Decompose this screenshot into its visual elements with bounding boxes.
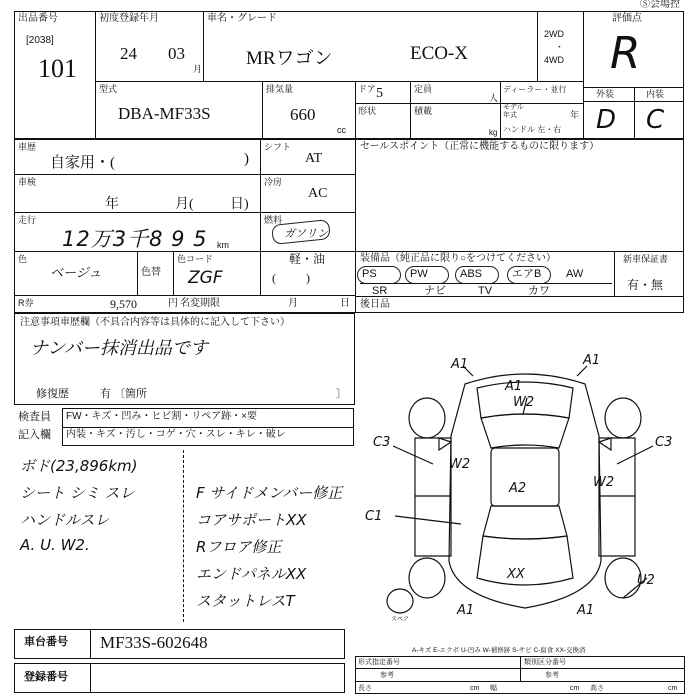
remark-left-line: A. U. W2. (20, 536, 90, 554)
repair-close: 〕 (336, 388, 347, 400)
insp-month: 月( (175, 197, 194, 212)
type-label: 型式 (99, 84, 118, 94)
repair-value: 有 〔箇所 (100, 388, 148, 400)
fuel-diesel: 軽・油 (289, 252, 326, 266)
ext-label: 外装 (596, 89, 615, 99)
lot-sub: [2038] (26, 35, 54, 46)
history-value: 自家用・( (50, 155, 115, 171)
equipment-item: TV (478, 285, 493, 297)
shift-value: AT (305, 151, 323, 166)
ac-value: AC (308, 186, 328, 201)
reg-month: 03 (168, 44, 185, 63)
form-r3-cm2: cm (570, 685, 580, 692)
equipment-item: ABS (460, 268, 483, 280)
damage-mark: XX (507, 567, 525, 582)
expiry-label: 名変期限 (180, 298, 220, 309)
warranty-value: 有・無 (627, 278, 664, 292)
lot-number: 101 (38, 54, 77, 83)
shape-label: 形状 (358, 106, 377, 116)
form-r1: 形式指定番号 (358, 659, 400, 666)
remark-right-line: F サイドメンバー修正 (196, 484, 343, 502)
color-value: ベージュ (50, 266, 102, 281)
equipment-item: エアB (512, 268, 542, 280)
load-unit: kg (489, 128, 498, 137)
equipment-circle (357, 266, 401, 284)
equipment-circle (507, 266, 551, 284)
damage-mark: A1 (457, 603, 475, 618)
remark-left-line: ボド(23,896km) (20, 457, 138, 475)
shift-label: シフト (264, 142, 292, 152)
history-close: ) (244, 151, 249, 167)
damage-mark: A1 (577, 603, 595, 618)
form-r3-cm1: cm (470, 685, 480, 692)
form-r3c: 高さ (590, 685, 604, 692)
chassis-value: MF33S-602648 (100, 633, 208, 652)
damage-mark: A1 (451, 357, 469, 372)
int-label: 内装 (646, 89, 665, 99)
recycle-label: R券 (18, 298, 34, 308)
load-label: 積載 (414, 106, 433, 116)
damage-mark: A1 (583, 353, 601, 368)
model-label: 車名・グレード (207, 13, 277, 24)
int-value: C (646, 105, 665, 135)
damage-mark: A2 (509, 481, 527, 496)
expiry-day: 日 (340, 298, 350, 309)
reg-year: 24 (120, 44, 137, 63)
form-r3b: 幅 (490, 685, 497, 692)
remark-right-line: コアサポートXX (196, 511, 307, 529)
disp-value: 660 (290, 105, 316, 124)
car-diagram (355, 346, 695, 626)
remark-left-line: ハンドルスレ (20, 511, 110, 529)
drive-2wd: 2WD (544, 29, 564, 39)
history-label: 車歴 (18, 142, 37, 152)
damage-mark: U2 (637, 573, 655, 588)
remark-left-line: シート シミ スレ (20, 484, 135, 502)
recycle-unit: 円 (168, 298, 178, 309)
equipment-item: PS (362, 268, 377, 280)
warranty-label: 新車保証書 (623, 254, 669, 264)
color-label: 色 (18, 254, 28, 264)
color-no-label: 色替 (141, 267, 161, 278)
capacity-label: 定員 (414, 84, 433, 94)
notes-label: 注意事項車歴欄（不具合内容等は具体的に記入して下さい） (20, 317, 290, 328)
mileage-label: 走行 (18, 215, 37, 225)
damage-mark: W2 (593, 475, 615, 490)
disp-label: 排気量 (266, 84, 294, 94)
reg-label: 登録番号 (24, 671, 68, 683)
color-code-value: ZGF (188, 268, 223, 288)
sales-point-label: セールスポイント（正常に機能するものに限ります） (360, 141, 600, 152)
mileage-unit: km (217, 240, 229, 250)
equipment-label: 装備品（純正品に限り○をつけてください） (360, 253, 557, 264)
color-code-label: 色コード (177, 254, 214, 264)
equipment-circle (405, 266, 449, 284)
damage-mark: W2 (513, 395, 535, 410)
damage-mark: C3 (655, 435, 673, 450)
equipment-item: カワ (528, 285, 550, 297)
insp-year: 年 (105, 197, 119, 212)
form-r1b: 類別区分番号 (524, 659, 566, 666)
dealer-label: ディーラー・並行 (503, 85, 567, 94)
top-right-label: Ⓢ会場控 (640, 0, 680, 10)
notes-text: ナンバー抹消出品です (30, 338, 208, 359)
remark-right-line: スタットレスT (196, 592, 295, 610)
equipment-item: PW (410, 268, 428, 280)
inspector-label-2: 記入欄 (18, 429, 51, 441)
ext-value: D (596, 105, 617, 135)
inspector-row-2: 内装・キズ・汚し・コゲ・穴・スレ・キレ・破レ (66, 429, 286, 440)
door-value: 5 (376, 86, 383, 101)
ac-label: 冷房 (264, 177, 283, 187)
remark-right-line: エンドパネルXX (196, 565, 307, 583)
remark-right-line: Rフロア修正 (196, 538, 282, 556)
fuel-gas: ガソリン (284, 227, 328, 240)
drive-dot: ・ (555, 42, 565, 52)
model-year-label: モデル年式 (503, 104, 524, 119)
expiry-month: 月 (288, 298, 298, 309)
drive-4wd: 4WD (544, 55, 564, 65)
equipment-item: SR (372, 285, 388, 297)
handle-label: ハンドル 左・右 (503, 125, 562, 134)
lot-label: 出品番号 (18, 13, 58, 24)
damage-mark: C1 (365, 509, 383, 524)
repair-label: 修復歴 (36, 388, 69, 400)
form-r3a: 長さ (358, 685, 372, 692)
form-r2b: 参考 (545, 672, 559, 679)
equipment-circle (455, 266, 499, 284)
first-reg-label: 初度登録年月 (99, 13, 159, 24)
disp-unit: cc (337, 125, 346, 135)
model-name: MRワゴン (246, 48, 333, 69)
recycle-value: 9,570 (110, 297, 137, 311)
month-unit: 月 (193, 64, 203, 74)
eval-label: 評価点 (612, 13, 642, 24)
eval-score: R (610, 28, 641, 79)
type-value: DBA-MF33S (118, 104, 211, 123)
inspector-row-1: FW・キズ・凹み・ヒビ割・リペア跡・×要 (66, 411, 257, 422)
capacity-unit: 人 (489, 93, 499, 103)
spare-label: スペア (391, 616, 410, 623)
damage-mark: C3 (373, 435, 391, 450)
equipment-item: AW (566, 268, 584, 280)
fuel-label: 燃料 (264, 215, 283, 225)
insp-day: 日) (230, 197, 249, 212)
year-unit: 年 (570, 110, 580, 120)
equipment-item: ナビ (424, 285, 446, 297)
legend: A-キズ E-エクボ U-凹み W-補修跡 S-サビ C-腐食 XX-交換済 (412, 647, 586, 654)
chassis-label: 車台番号 (24, 636, 68, 648)
inspection-label: 車検 (18, 177, 37, 187)
grade: ECO-X (410, 43, 469, 64)
rear-seat-label: 後日品 (360, 299, 390, 310)
form-r3-cm3: cm (668, 685, 678, 692)
door-label: ドア (358, 84, 376, 94)
damage-mark: W2 (449, 457, 471, 472)
mileage-value: 12万3千8 9 5 (62, 227, 208, 251)
damage-mark: A1 (505, 379, 523, 394)
inspector-label-1: 検査員 (18, 411, 51, 423)
form-r2a: 参考 (380, 672, 394, 679)
fuel-paren: ( ) (272, 271, 310, 285)
